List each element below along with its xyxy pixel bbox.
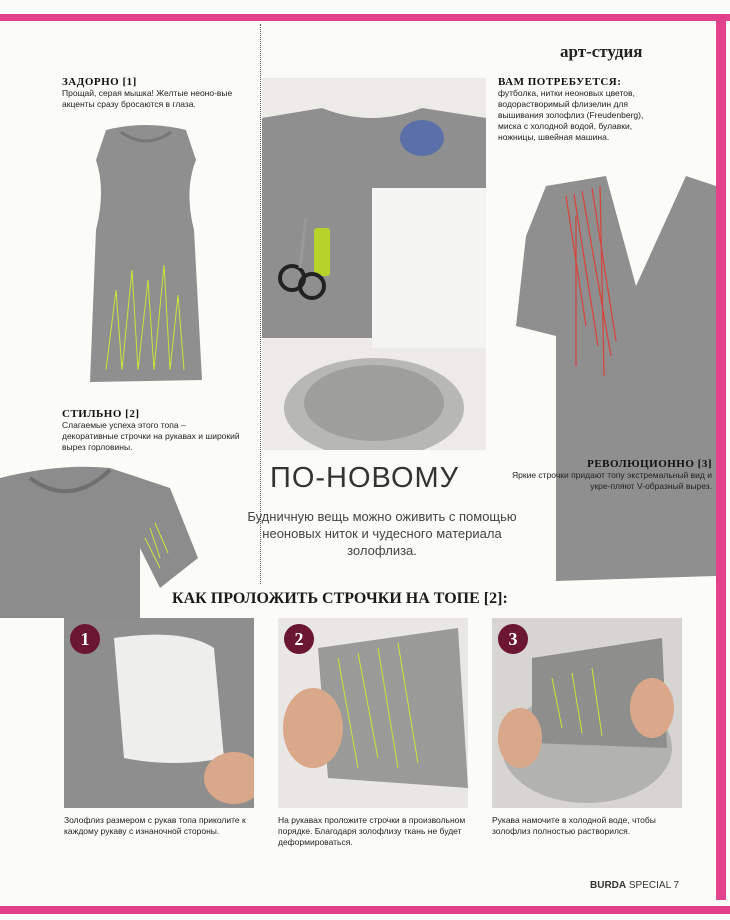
caption-3-text: Яркие строчки придают топу экстремальный вид и укре-пляют V-образный вырез. [512, 470, 712, 491]
materials-list-text: футболка, нитки неоновых цветов, водорастворимый флизелин для вышивания золофлиз (Freudenberg), миска с холодной водой, булавки, ножницы, швейная машина. [498, 88, 644, 142]
materials-list-title: ВАМ ПОТРЕБУЕТСЯ: [498, 76, 622, 88]
photo-wide-neck-top [0, 458, 200, 618]
footer-edition: SPECIAL [628, 880, 671, 891]
photo-vneck-red-stitch [516, 176, 716, 586]
caption-2-title: СТИЛЬНО [2] [62, 408, 140, 420]
footer-brand: BURDA [590, 880, 627, 891]
headline: ПО-НОВОМУ [270, 462, 460, 494]
step-2-photo [278, 618, 468, 808]
caption-3 [512, 458, 712, 492]
dotted-divider [260, 24, 261, 584]
caption-1-text: Прощай, серая мышка! Желтые неоно-вые акценты сразу бросаются в глаза. [62, 88, 233, 109]
step-1-number: 1 [70, 624, 100, 654]
page-footer [590, 880, 679, 891]
caption-2 [62, 408, 242, 453]
caption-2-text: Слагаемые успеха этого топа – декоративные строчки на рукавах и широкий вырез горловины. [62, 420, 240, 452]
step-1-photo [64, 618, 254, 808]
footer-page-number: 7 [673, 880, 680, 891]
right-accent-bar [716, 20, 726, 900]
photo-materials [262, 78, 486, 450]
caption-1-title: ЗАДОРНО [1] [62, 76, 137, 88]
how-to-title: КАК ПРОЛОЖИТЬ СТРОЧКИ НА ТОПЕ [2]: [172, 590, 508, 607]
step-2-text: На рукавах проложите строчки в произвольном порядке. Благодаря золофлизу ткань не будет деформироваться. [278, 815, 466, 847]
step-1-text: Золофлиз размером с рукав топа приколите к каждому рукаву с изнаночной стороны. [64, 815, 246, 836]
step-3-number: 3 [498, 624, 528, 654]
caption-1 [62, 76, 242, 110]
step-3-text: Рукава намочите в холодной воде, чтобы золофлиз полностью растворился. [492, 815, 656, 836]
materials-list [498, 76, 668, 143]
caption-3-title: РЕВОЛЮЦИОННО [3] [587, 458, 712, 470]
photo-yellow-tank-top [66, 120, 226, 390]
step-3-photo [492, 618, 682, 808]
section-rubric: арт-студия [560, 42, 643, 61]
bottom-accent-bar [0, 906, 730, 914]
subheadline: Будничную вещь можно оживить с помощью неоновых ниток и чудесного материала золофлиза. [247, 509, 517, 558]
top-accent-bar [0, 14, 730, 21]
step-2-number: 2 [284, 624, 314, 654]
